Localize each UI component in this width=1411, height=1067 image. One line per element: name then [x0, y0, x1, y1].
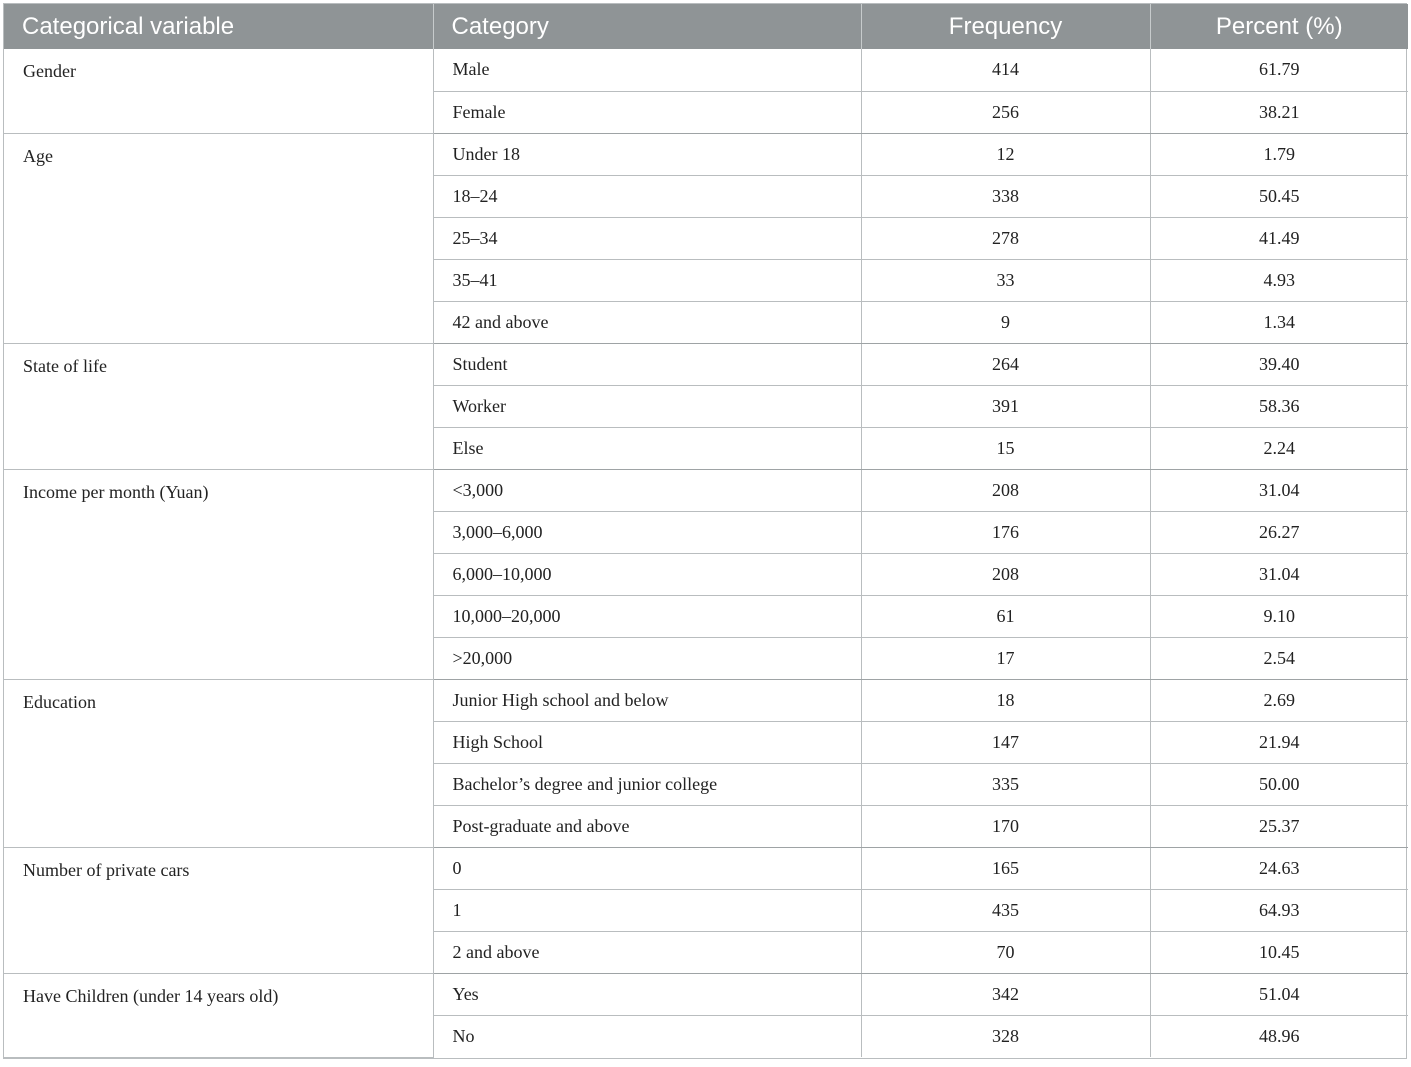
category-cell: Female [433, 91, 861, 133]
category-cell: Under 18 [433, 133, 861, 175]
category-cell: 2 and above [433, 931, 861, 973]
demographics-table [4, 4, 1408, 1058]
frequency-cell: 328 [861, 1015, 1150, 1057]
percent-cell: 51.04 [1150, 973, 1408, 1015]
category-cell: High School [433, 721, 861, 763]
frequency-cell: 17 [861, 637, 1150, 679]
demographics-table-container [3, 3, 1407, 1059]
variable-cell: Age [4, 133, 433, 343]
table-row [4, 973, 1408, 1015]
percent-cell: 38.21 [1150, 91, 1408, 133]
frequency-cell: 335 [861, 763, 1150, 805]
percent-cell: 50.00 [1150, 763, 1408, 805]
percent-cell: 48.96 [1259, 1025, 1300, 1046]
category-cell: 35–41 [433, 259, 861, 301]
header-categorical-variable: Categorical variable [4, 4, 433, 49]
frequency-cell: 61 [861, 595, 1150, 637]
percent-cell: 41.49 [1150, 217, 1408, 259]
header-percent: Percent (%) [1150, 4, 1408, 49]
frequency-cell: 12 [861, 133, 1150, 175]
table-body [4, 49, 1408, 1057]
percent-cell: 31.04 [1150, 469, 1408, 511]
frequency-cell: 278 [861, 217, 1150, 259]
percent-cell: 1.34 [1150, 301, 1408, 343]
percent-cell: 2.54 [1150, 637, 1408, 679]
percent-cell: 21.94 [1150, 721, 1408, 763]
category-cell: Worker [433, 385, 861, 427]
frequency-cell: 18 [861, 679, 1150, 721]
percent-cell: 1.79 [1150, 133, 1408, 175]
percent-cell: 50.45 [1150, 175, 1408, 217]
category-cell: Junior High school and below [433, 679, 861, 721]
percent-cell: 2.69 [1150, 679, 1408, 721]
frequency-cell: 342 [861, 973, 1150, 1015]
category-cell: Student [433, 343, 861, 385]
table-row [4, 49, 1408, 91]
frequency-cell: 165 [861, 847, 1150, 889]
category-cell: 1 [433, 889, 861, 931]
category-cell: 6,000–10,000 [433, 553, 861, 595]
frequency-cell: 391 [861, 385, 1150, 427]
percent-cell: 2.24 [1150, 427, 1408, 469]
percent-cell: 39.40 [1150, 343, 1408, 385]
category-cell: 42 and above [433, 301, 861, 343]
percent-cell: 10.45 [1150, 931, 1408, 973]
category-cell: Else [433, 427, 861, 469]
variable-cell: State of life [4, 343, 433, 469]
frequency-cell: 208 [861, 469, 1150, 511]
percent-cell: 64.93 [1150, 889, 1408, 931]
frequency-cell: 176 [861, 511, 1150, 553]
category-cell: Yes [433, 973, 861, 1015]
variable-cell: Gender [4, 49, 433, 133]
header-category: Category [433, 4, 861, 49]
frequency-cell: 33 [861, 259, 1150, 301]
frequency-cell: 170 [861, 805, 1150, 847]
table-row [4, 343, 1408, 385]
variable-cell: Number of private cars [4, 847, 433, 973]
frequency-cell: 9 [861, 301, 1150, 343]
table-row [4, 133, 1408, 175]
frequency-cell: 338 [861, 175, 1150, 217]
percent-cell: 31.04 [1150, 553, 1408, 595]
percent-cell: 26.27 [1150, 511, 1408, 553]
category-cell: 10,000–20,000 [433, 595, 861, 637]
variable-cell: Have Children (under 14 years old) [4, 973, 433, 1057]
frequency-cell: 414 [861, 49, 1150, 91]
category-cell: Post-graduate and above [433, 805, 861, 847]
category-cell: <3,000 [433, 469, 861, 511]
category-cell: >20,000 [433, 637, 861, 679]
variable-cell: Education [4, 679, 433, 847]
table-row [4, 847, 1408, 889]
frequency-cell: 435 [861, 889, 1150, 931]
frequency-cell: 70 [861, 931, 1150, 973]
frequency-cell: 208 [861, 553, 1150, 595]
frequency-cell: 264 [861, 343, 1150, 385]
table-header-row [4, 4, 1408, 49]
percent-cell: 58.36 [1150, 385, 1408, 427]
category-cell: Male [433, 49, 861, 91]
percent-cell: 24.63 [1150, 847, 1408, 889]
header-frequency: Frequency [861, 4, 1150, 49]
table-row [4, 469, 1408, 511]
percent-cell: 9.10 [1150, 595, 1408, 637]
category-cell: 0 [433, 847, 861, 889]
table-row [4, 679, 1408, 721]
percent-cell: 25.37 [1150, 805, 1408, 847]
frequency-cell: 256 [861, 91, 1150, 133]
category-cell: 3,000–6,000 [433, 511, 861, 553]
category-cell: 25–34 [433, 217, 861, 259]
category-cell: 18–24 [433, 175, 861, 217]
category-cell: No [433, 1015, 861, 1057]
category-cell: Bachelor’s degree and junior college [433, 763, 861, 805]
percent-cell: 4.93 [1150, 259, 1408, 301]
frequency-cell: 147 [861, 721, 1150, 763]
frequency-cell: 15 [861, 427, 1150, 469]
percent-cell: 61.79 [1150, 49, 1408, 91]
variable-cell: Income per month (Yuan) [4, 469, 433, 679]
